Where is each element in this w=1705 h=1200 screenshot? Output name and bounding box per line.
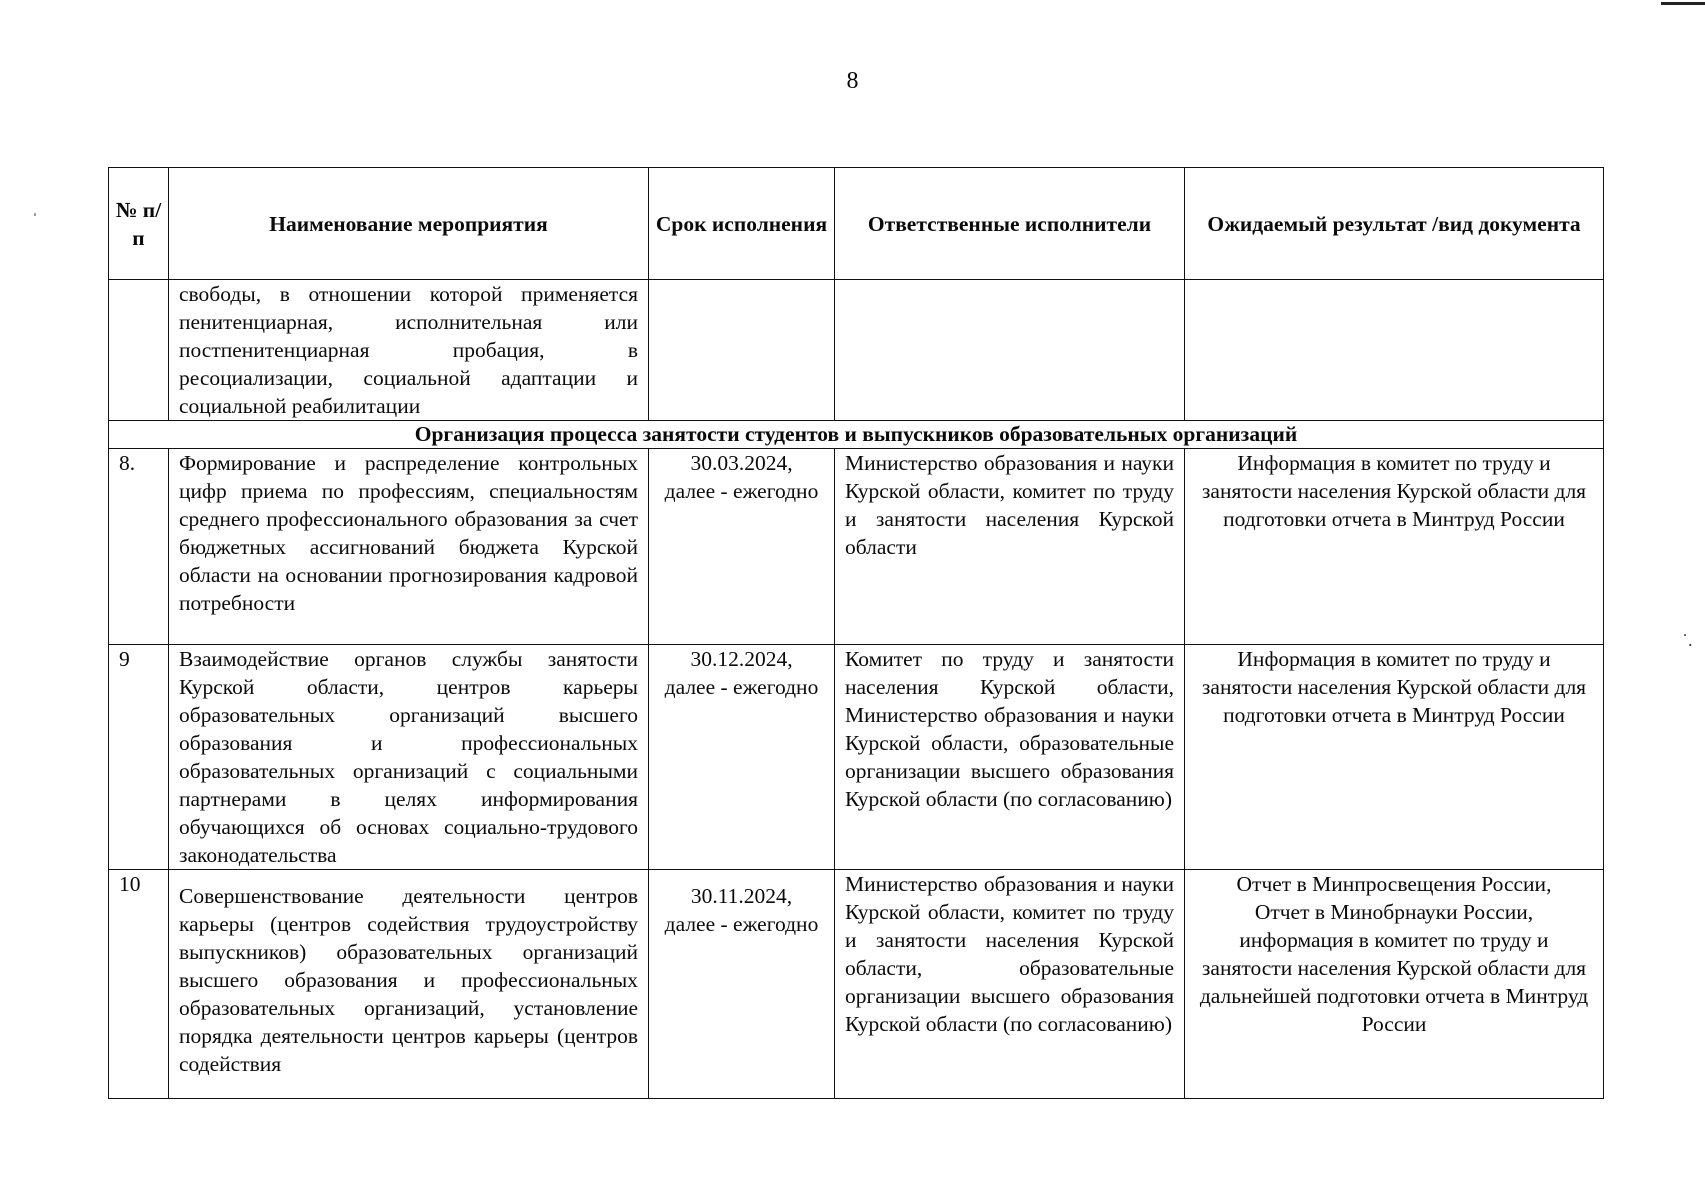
section-title: Организация процесса занятости студентов и выпускников образовательных организаций	[109, 421, 1604, 449]
cell-name-text: Совершенствование деятельности центров карьеры (центров содействия трудоустройству выпускников) образовательных организаций высшего образования и профессиональных образовательных организаций, установление порядка деятельности центров карьеры (центров содействия	[179, 884, 638, 1076]
cell-name: Взаимодействие органов службы занятости Курской области, центров карьеры образовательных организаций высшего образования и профессиональных образовательных организаций с социальными партнерами в целях информирования обучающихся об основах социально-трудового законодательства	[169, 645, 649, 870]
cell-num: 9	[109, 645, 169, 870]
table-header-row	[109, 168, 1604, 280]
table-row	[109, 870, 1604, 1099]
header-num: № п/п	[109, 168, 169, 280]
term-date: 30.11.2024,	[690, 884, 793, 908]
cell-num: 10	[109, 870, 169, 1099]
header-name: Наименование мероприятия	[169, 168, 649, 280]
cell-name	[169, 870, 649, 1099]
term-note: далее - ежегодно	[664, 479, 819, 503]
cell-term	[649, 449, 835, 645]
section-row	[109, 421, 1604, 449]
cell-term	[649, 280, 835, 421]
result-line: информация в комитет по труду и занятости населения Курской области для дальнейшей подготовки отчета в Минтруд России	[1199, 928, 1589, 1036]
scan-edge-mark	[1661, 2, 1705, 5]
cell-num	[109, 280, 169, 421]
page-number: 8	[846, 68, 859, 94]
term-note: далее - ежегодно	[664, 912, 819, 936]
cell-num: 8.	[109, 449, 169, 645]
result-line: Отчет в Минобрнауки России,	[1254, 900, 1534, 924]
cell-result: Информация в комитет по труду и занятости населения Курской области для подготовки отчета в Минтруд России	[1185, 449, 1604, 645]
term-date: 30.12.2024,	[690, 647, 793, 671]
scan-speck: ˌ	[32, 196, 38, 216]
cell-name: Формирование и распределение контрольных цифр приема по профессиям, специальностям среднего профессионального образования за счет бюджетных ассигнований бюджета Курской области на основании прогнозирования кадровой потребности	[169, 449, 649, 645]
scan-speck: ˙.	[1682, 630, 1693, 650]
cell-name: свободы, в отношении которой применяется пенитенциарная, исполнительная или постпенитенциарная пробация, в ресоциализации, социальной адаптации и социальной реабилитации	[169, 280, 649, 421]
cell-term	[649, 645, 835, 870]
term-block	[659, 870, 824, 938]
cell-result	[1185, 870, 1604, 1099]
action-plan-table	[108, 167, 1604, 1099]
table-row	[109, 449, 1604, 645]
table-row	[109, 645, 1604, 870]
cell-executors: Комитет по труду и занятости населения Курской области, Министерство образования и науки Курской области, образовательные организации высшего образования Курской области (по согласованию)	[835, 645, 1185, 870]
cell-term	[649, 870, 835, 1099]
cell-executors: Министерство образования и науки Курской области, комитет по труду и занятости населения Курской области, образовательные организации высшего образования Курской области (по согласованию)	[835, 870, 1185, 1099]
cell-executors	[835, 280, 1185, 421]
cell-result: Информация в комитет по труду и занятости населения Курской области для подготовки отчета в Минтруд России	[1185, 645, 1604, 870]
table-row-continuation	[109, 280, 1604, 421]
term-note: далее - ежегодно	[664, 675, 819, 699]
result-line: Отчет в Минпросвещения России,	[1236, 872, 1552, 896]
cell-result	[1185, 280, 1604, 421]
header-result: Ожидаемый результат /вид документа	[1185, 168, 1604, 280]
term-date: 30.03.2024,	[690, 451, 793, 475]
header-executors: Ответственные исполнители	[835, 168, 1185, 280]
cell-executors: Министерство образования и науки Курской области, комитет по труду и занятости населения Курской области	[835, 449, 1185, 645]
header-term: Срок исполнения	[649, 168, 835, 280]
